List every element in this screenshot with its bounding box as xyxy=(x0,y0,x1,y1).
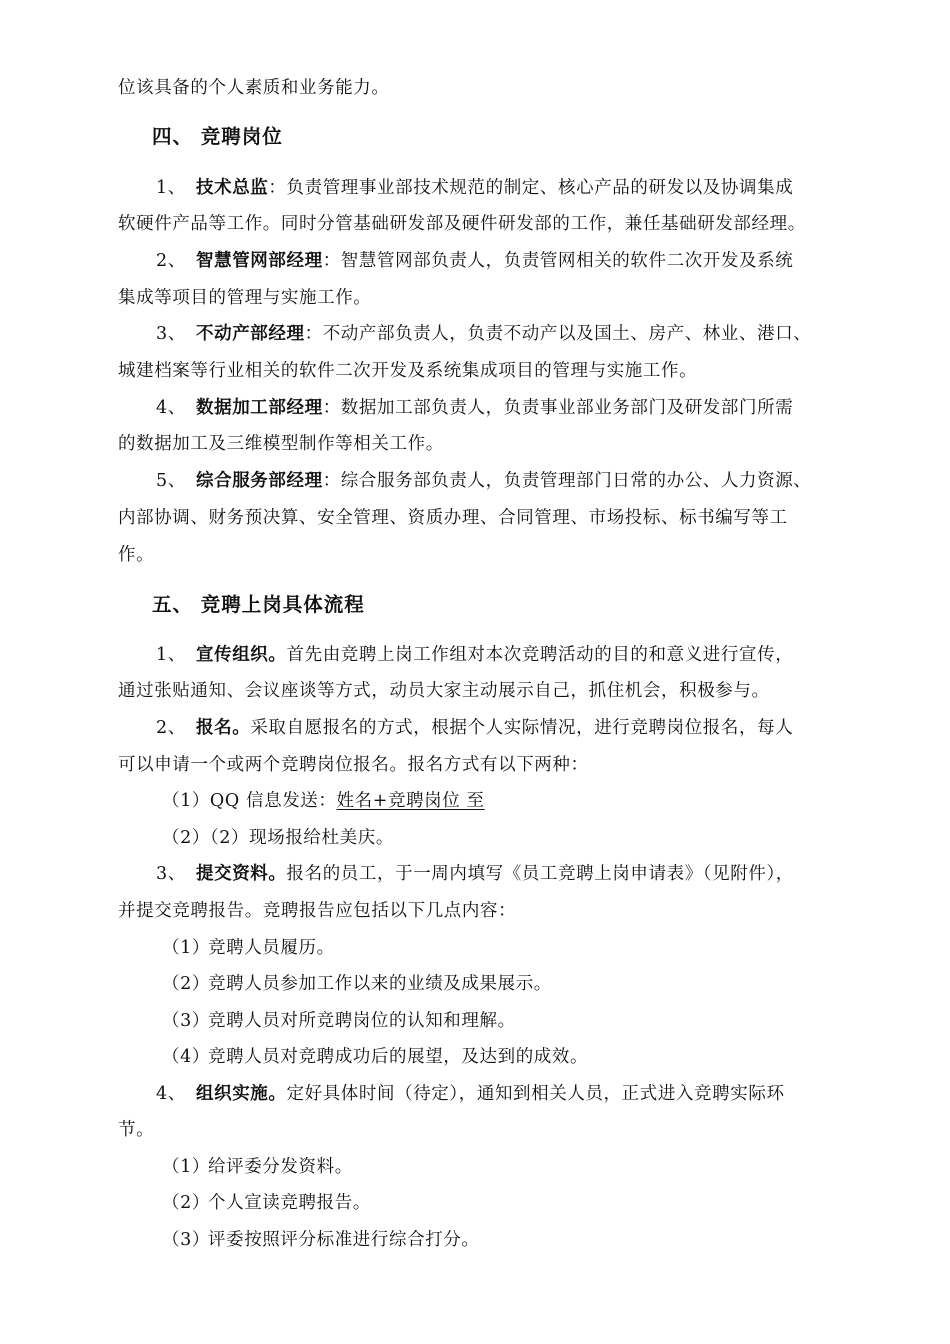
position-item-3-cont: 城建档案等行业相关的软件二次开发及系统集成项目的管理与实施工作。 xyxy=(118,361,698,381)
sub-label: （3） xyxy=(162,1011,210,1031)
step-number: 2、 xyxy=(156,718,186,738)
sub-text: 竞聘人员履历。 xyxy=(208,938,335,958)
sub-text: 给评委分发资料。 xyxy=(208,1157,353,1177)
position-item-2 xyxy=(0,249,950,273)
item-number: 4、 xyxy=(156,398,186,418)
report-item xyxy=(0,1009,950,1033)
implementation-item xyxy=(0,1228,950,1252)
paragraph-continuation: 位该具备的个人素质和业务能力。 xyxy=(118,78,390,98)
step-text: 首先由竞聘上岗工作组对本次竞聘活动的目的和意义进行宣传， xyxy=(286,645,794,665)
option-underlined-text: 姓名+竞聘岗位 至 xyxy=(336,791,485,811)
position-item-4-cont: 的数据加工及三维模型制作等相关工作。 xyxy=(118,434,444,454)
implementation-item xyxy=(0,1191,950,1215)
sub-label: （1） xyxy=(162,1157,210,1177)
step-number: 1、 xyxy=(156,645,186,665)
step-number: 4、 xyxy=(156,1084,186,1104)
signup-option-qq xyxy=(0,789,950,813)
position-text: ：不动产部负责人，负责不动产以及国土、房产、林业、港口、 xyxy=(304,324,812,344)
position-item-5-cont2: 作。 xyxy=(118,545,155,565)
step-title: 提交资料。 xyxy=(196,864,287,884)
sub-label: （2） xyxy=(162,974,210,994)
position-title: 综合服务部经理 xyxy=(196,471,323,491)
item-number: 1、 xyxy=(156,178,186,198)
process-step-4 xyxy=(0,1082,950,1106)
section-heading-process: 五、 竞聘上岗具体流程 xyxy=(152,593,365,616)
position-text: ：智慧管网部负责人，负责管网相关的软件二次开发及系统 xyxy=(322,251,794,271)
position-text: ：综合服务部负责人，负责管理部门日常的办公、人力资源、 xyxy=(322,471,812,491)
step-text: 定好具体时间（待定），通知到相关人员，正式进入竞聘实际环 xyxy=(286,1084,785,1104)
item-number: 3、 xyxy=(156,324,186,344)
item-number: 5、 xyxy=(156,471,186,491)
option-label: （1）QQ 信息发送： xyxy=(162,791,337,811)
implementation-item xyxy=(0,1155,950,1179)
position-title: 智慧管网部经理 xyxy=(196,251,323,271)
position-item-1 xyxy=(0,176,950,200)
process-step-1-cont: 通过张贴通知、会议座谈等方式，动员大家主动展示自己，抓住机会，积极参与。 xyxy=(118,681,770,701)
sub-text: 竞聘人员对竞聘成功后的展望，及达到的成效。 xyxy=(208,1047,589,1067)
step-number: 3、 xyxy=(156,864,186,884)
signup-option-onsite: （2）（2）现场报给杜美庆。 xyxy=(162,828,394,848)
report-item xyxy=(0,972,950,996)
sub-text: 竞聘人员对所竞聘岗位的认知和理解。 xyxy=(208,1011,516,1031)
sub-text: 竞聘人员参加工作以来的业绩及成果展示。 xyxy=(208,974,552,994)
position-item-1-cont: 软硬件产品等工作。同时分管基础研发部及硬件研发部的工作，兼任基础研发部经理。 xyxy=(118,214,806,234)
position-text: ：数据加工部负责人，负责事业部业务部门及研发部门所需 xyxy=(322,398,794,418)
sub-text: 个人宣读竞聘报告。 xyxy=(208,1193,371,1213)
sub-label: （2） xyxy=(162,1193,210,1213)
position-item-3 xyxy=(0,322,950,346)
position-item-4 xyxy=(0,396,950,420)
report-item xyxy=(0,936,950,960)
sub-label: （1） xyxy=(162,938,210,958)
step-title: 报名。 xyxy=(196,718,251,738)
process-step-4-cont: 节。 xyxy=(118,1120,155,1140)
item-number: 2、 xyxy=(156,251,186,271)
process-step-2 xyxy=(0,716,950,740)
position-title: 技术总监 xyxy=(196,178,269,198)
position-title: 数据加工部经理 xyxy=(196,398,323,418)
position-item-5-cont: 内部协调、财务预决算、安全管理、资质办理、合同管理、市场投标、标书编写等工 xyxy=(118,508,788,528)
step-text: 报名的员工，于一周内填写《员工竞聘上岗申请表》（见附件）， xyxy=(286,864,794,884)
sub-label: （3） xyxy=(162,1230,210,1250)
process-step-3 xyxy=(0,862,950,886)
process-step-3-cont: 并提交竞聘报告。竞聘报告应包括以下几点内容： xyxy=(118,901,517,921)
position-item-2-cont: 集成等项目的管理与实施工作。 xyxy=(118,288,372,308)
position-title: 不动产部经理 xyxy=(196,324,305,344)
step-title: 组织实施。 xyxy=(196,1084,287,1104)
sub-text: 评委按照评分标准进行综合打分。 xyxy=(208,1230,480,1250)
sub-label: （4） xyxy=(162,1047,210,1067)
process-step-2-cont: 可以申请一个或两个竞聘岗位报名。报名方式有以下两种： xyxy=(118,755,589,775)
report-item xyxy=(0,1045,950,1069)
step-text: 采取自愿报名的方式，根据个人实际情况，进行竞聘岗位报名，每人 xyxy=(250,718,794,738)
position-text: ：负责管理事业部技术规范的制定、核心产品的研发以及协调集成 xyxy=(268,178,794,198)
position-item-5 xyxy=(0,469,950,493)
process-step-1 xyxy=(0,643,950,667)
step-title: 宣传组织。 xyxy=(196,645,287,665)
section-heading-positions: 四、 竞聘岗位 xyxy=(152,125,283,148)
